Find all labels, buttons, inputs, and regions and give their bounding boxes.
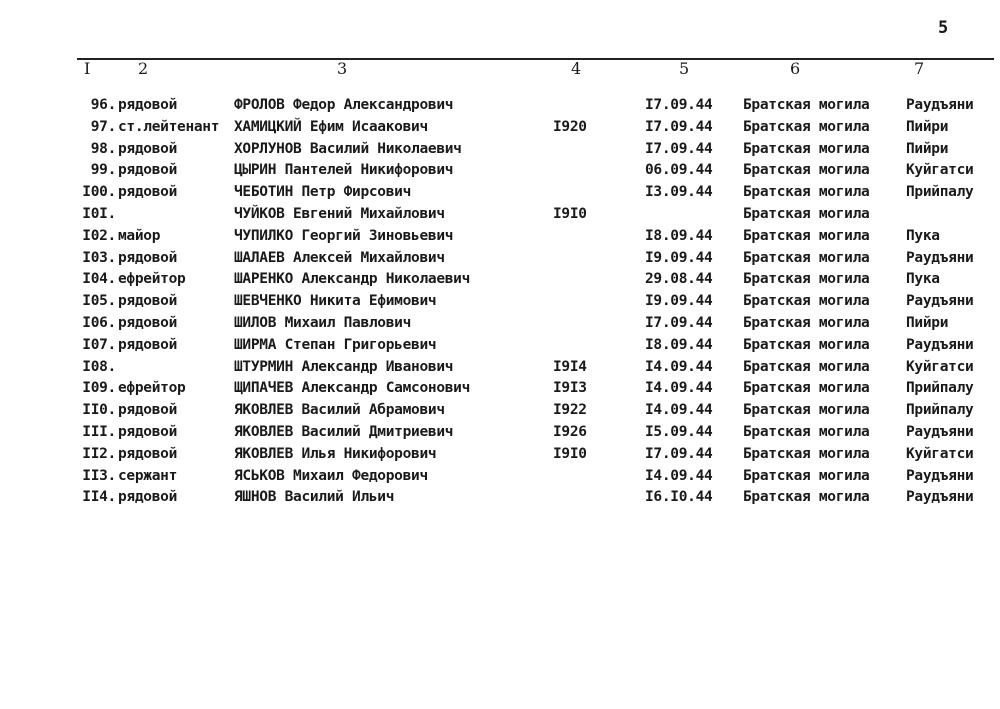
record-burial-place: Пийри bbox=[906, 118, 949, 135]
record-burial-place: Прийпалу bbox=[906, 380, 974, 397]
record-name: ШИЛОВ Михаил Павлович bbox=[234, 314, 412, 331]
record-birth-year: I9I3 bbox=[553, 380, 587, 397]
record-rank: рядовой bbox=[118, 140, 178, 157]
record-burial-type: Братская могила bbox=[743, 227, 870, 244]
record-burial-type: Братская могила bbox=[743, 445, 870, 462]
table-row bbox=[0, 162, 1000, 184]
record-number: II4. bbox=[82, 489, 116, 506]
record-number: 98. bbox=[90, 140, 116, 157]
record-burial-type: Братская могила bbox=[743, 402, 870, 419]
record-death-date: I7.09.44 bbox=[645, 140, 713, 157]
table-row bbox=[0, 97, 1000, 119]
record-burial-place: Куйгатси bbox=[906, 445, 974, 462]
record-birth-year: I920 bbox=[553, 118, 587, 135]
record-rank: ефрейтор bbox=[118, 380, 186, 397]
record-burial-type: Братская могила bbox=[743, 467, 870, 484]
record-death-date: I7.09.44 bbox=[645, 97, 713, 113]
column-header-1: I bbox=[84, 59, 91, 78]
record-name: ЯСЬКОВ Михаил Федорович bbox=[234, 467, 428, 484]
record-burial-type: Братская могила bbox=[743, 423, 870, 440]
record-burial-place: Раудъяни bbox=[906, 249, 974, 266]
record-burial-type: Братская могила bbox=[743, 249, 870, 266]
record-burial-place: Раудъяни bbox=[906, 293, 974, 310]
record-rank: ст.лейтенант bbox=[118, 118, 220, 135]
record-burial-place: Куйгатси bbox=[906, 162, 974, 179]
record-death-date: I4.09.44 bbox=[645, 402, 713, 419]
record-number: I02. bbox=[82, 227, 116, 244]
table-row bbox=[0, 206, 1000, 228]
record-death-date: I8.09.44 bbox=[645, 227, 713, 244]
record-rank: рядовой bbox=[118, 402, 178, 419]
table-row bbox=[0, 468, 1000, 490]
table-row bbox=[0, 380, 1000, 402]
record-burial-type: Братская могила bbox=[743, 293, 870, 310]
record-birth-year: I926 bbox=[553, 423, 587, 440]
record-burial-place: Прийпалу bbox=[906, 402, 974, 419]
record-death-date: I4.09.44 bbox=[645, 380, 713, 397]
record-birth-year: I9I4 bbox=[553, 358, 587, 375]
record-birth-year: I9I0 bbox=[553, 205, 587, 222]
record-burial-place: Куйгатси bbox=[906, 358, 974, 375]
record-burial-type: Братская могила bbox=[743, 336, 870, 353]
record-name: ЯКОВЛЕВ Василий Дмитриевич bbox=[234, 423, 454, 440]
record-burial-type: Братская могила bbox=[743, 489, 870, 506]
record-death-date: I4.09.44 bbox=[645, 467, 713, 484]
record-burial-place: Раудъяни bbox=[906, 467, 974, 484]
record-death-date: I9.09.44 bbox=[645, 249, 713, 266]
record-burial-type: Братская могила bbox=[743, 184, 870, 201]
record-name: ЯКОВЛЕВ Василий Абрамович bbox=[234, 402, 445, 419]
record-rank: сержант bbox=[118, 467, 178, 484]
record-name: ШАЛАЕВ Алексей Михайлович bbox=[234, 249, 445, 266]
column-header-5: 5 bbox=[679, 59, 690, 78]
record-number: II2. bbox=[82, 445, 116, 462]
record-rank: рядовой bbox=[118, 249, 178, 266]
record-burial-place: Пийри bbox=[906, 140, 949, 157]
table-row bbox=[0, 141, 1000, 163]
record-birth-year: I9I0 bbox=[553, 445, 587, 462]
record-name: ЧЕБОТИН Петр Фирсович bbox=[234, 184, 412, 201]
record-rank: рядовой bbox=[118, 489, 178, 506]
records-table bbox=[0, 97, 1000, 511]
record-number: I0I. bbox=[82, 205, 116, 222]
record-death-date: I4.09.44 bbox=[645, 358, 713, 375]
record-number: II3. bbox=[82, 467, 116, 484]
record-death-date: I5.09.44 bbox=[645, 423, 713, 440]
record-rank: майор bbox=[118, 227, 161, 244]
record-burial-place: Раудъяни bbox=[906, 97, 974, 113]
record-name: ЯШНОВ Василий Ильич bbox=[234, 489, 395, 506]
table-row bbox=[0, 271, 1000, 293]
record-name: ФРОЛОВ Федор Александрович bbox=[234, 97, 454, 113]
record-burial-place: Раудъяни bbox=[906, 336, 974, 353]
record-number: I08. bbox=[82, 358, 116, 375]
record-burial-place: Прийпалу bbox=[906, 184, 974, 201]
record-number: 96. bbox=[90, 97, 116, 113]
record-death-date: 29.08.44 bbox=[645, 271, 713, 288]
table-row bbox=[0, 293, 1000, 315]
record-burial-place: Пука bbox=[906, 227, 940, 244]
record-number: I06. bbox=[82, 314, 116, 331]
table-row bbox=[0, 446, 1000, 468]
table-row bbox=[0, 250, 1000, 272]
record-death-date: I6.I0.44 bbox=[645, 489, 713, 506]
table-row bbox=[0, 359, 1000, 381]
record-burial-type: Братская могила bbox=[743, 271, 870, 288]
record-rank: рядовой bbox=[118, 184, 178, 201]
table-row bbox=[0, 119, 1000, 141]
table-row bbox=[0, 184, 1000, 206]
record-rank: рядовой bbox=[118, 423, 178, 440]
column-header-3: 3 bbox=[337, 59, 348, 78]
record-number: I04. bbox=[82, 271, 116, 288]
table-row bbox=[0, 315, 1000, 337]
record-burial-type: Братская могила bbox=[743, 97, 870, 113]
record-number: I03. bbox=[82, 249, 116, 266]
record-rank: ефрейтор bbox=[118, 271, 186, 288]
record-death-date: I7.09.44 bbox=[645, 445, 713, 462]
record-rank: рядовой bbox=[118, 97, 178, 113]
column-header-2: 2 bbox=[138, 59, 149, 78]
record-name: ШТУРМИН Александр Иванович bbox=[234, 358, 454, 375]
record-number: 99. bbox=[90, 162, 116, 179]
record-number: I00. bbox=[82, 184, 116, 201]
record-burial-place: Пука bbox=[906, 271, 940, 288]
record-death-date: I9.09.44 bbox=[645, 293, 713, 310]
record-name: ХАМИЦКИЙ Ефим Исаакович bbox=[234, 118, 428, 135]
record-death-date: I7.09.44 bbox=[645, 118, 713, 135]
record-birth-year: I922 bbox=[553, 402, 587, 419]
record-burial-place: Пийри bbox=[906, 314, 949, 331]
table-row bbox=[0, 489, 1000, 511]
record-burial-type: Братская могила bbox=[743, 358, 870, 375]
record-name: ШИРМА Степан Григорьевич bbox=[234, 336, 437, 353]
record-death-date: I3.09.44 bbox=[645, 184, 713, 201]
record-number: II0. bbox=[82, 402, 116, 419]
record-rank: рядовой bbox=[118, 314, 178, 331]
table-row bbox=[0, 337, 1000, 359]
record-burial-type: Братская могила bbox=[743, 314, 870, 331]
record-burial-place: Раудъяни bbox=[906, 423, 974, 440]
table-row bbox=[0, 402, 1000, 424]
record-number: 97. bbox=[90, 118, 116, 135]
record-death-date: I7.09.44 bbox=[645, 314, 713, 331]
column-header-6: 6 bbox=[790, 59, 801, 78]
record-name: ЧУПИЛКО Георгий Зиновьевич bbox=[234, 227, 454, 244]
record-rank: рядовой bbox=[118, 336, 178, 353]
table-row bbox=[0, 424, 1000, 446]
record-number: I09. bbox=[82, 380, 116, 397]
record-rank: рядовой bbox=[118, 445, 178, 462]
table-row bbox=[0, 228, 1000, 250]
record-rank: рядовой bbox=[118, 293, 178, 310]
header-rule bbox=[77, 58, 994, 60]
record-burial-type: Братская могила bbox=[743, 162, 870, 179]
record-name: ЦЫРИН Пантелей Никифорович bbox=[234, 162, 454, 179]
record-death-date: I8.09.44 bbox=[645, 336, 713, 353]
record-burial-type: Братская могила bbox=[743, 140, 870, 157]
record-burial-type: Братская могила bbox=[743, 380, 870, 397]
column-header-7: 7 bbox=[914, 59, 925, 78]
record-number: I07. bbox=[82, 336, 116, 353]
record-name: ЩИПАЧЕВ Александр Самсонович bbox=[234, 380, 471, 397]
record-number: I05. bbox=[82, 293, 116, 310]
record-name: ЯКОВЛЕВ Илья Никифорович bbox=[234, 445, 437, 462]
record-name: ХОРЛУНОВ Василий Николаевич bbox=[234, 140, 462, 157]
record-burial-place: Раудъяни bbox=[906, 489, 974, 506]
record-name: ШЕВЧЕНКО Никита Ефимович bbox=[234, 293, 437, 310]
record-burial-type: Братская могила bbox=[743, 205, 870, 222]
record-death-date: 06.09.44 bbox=[645, 162, 713, 179]
record-number: III. bbox=[82, 423, 116, 440]
record-name: ШАРЕНКО Александр Николаевич bbox=[234, 271, 471, 288]
record-name: ЧУЙКОВ Евгений Михайлович bbox=[234, 205, 445, 222]
record-rank: рядовой bbox=[118, 162, 178, 179]
page-number: 5 bbox=[938, 18, 949, 38]
record-burial-type: Братская могила bbox=[743, 118, 870, 135]
column-header-4: 4 bbox=[571, 59, 582, 78]
